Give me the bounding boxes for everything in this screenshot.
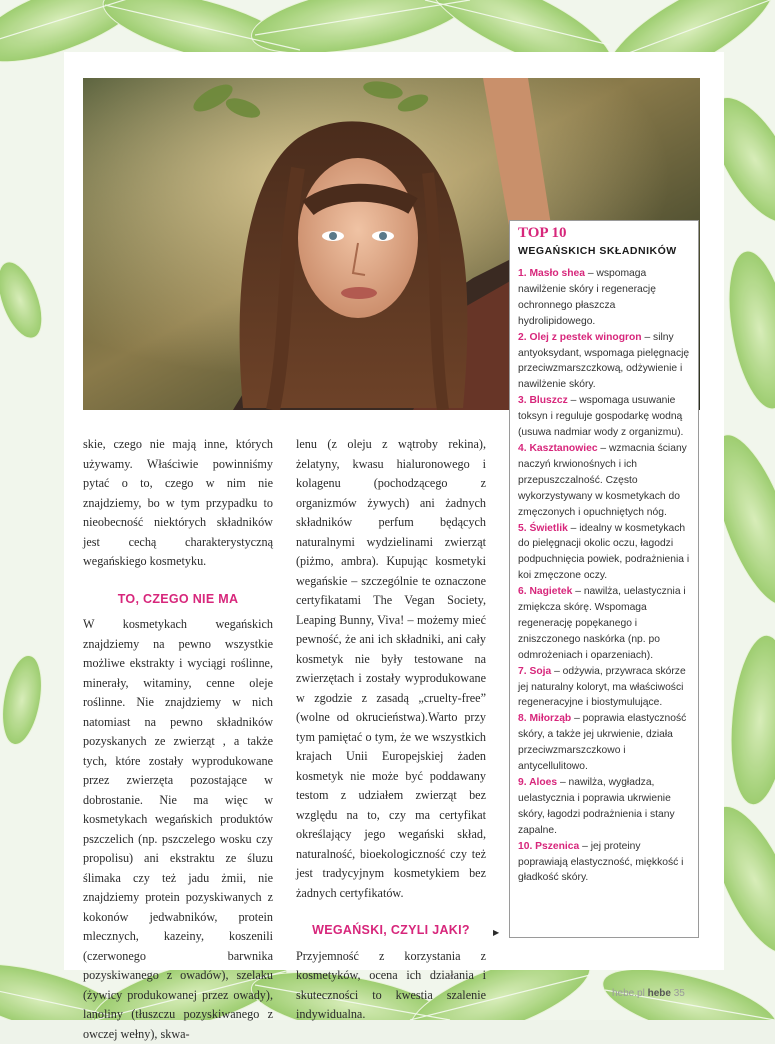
body-paragraph: lenu (z oleju z wątroby rekina), żelatyny, kwasu hialuronowego i kolagenu (pochodzącego z organizmów żywych) ani żadnych składników perfum będących naturalnymi wydzielinami zwierząt (piżmo, ambra). Kupując kosmetyki wegańskie – szczególnie te oznaczone certyfikatami The Vegan Society, Leaping Bunny, Viva! – możemy mieć pewność, że ani ich składniki, ani cały kosmetyk nie były testowane na zwierzętach i zostały wyprodukowane w zgodzie z zasadą „cruelty-free” (wolne od okrucieństwa).Warto przy tym pamiętać o tym, że we wszystkich krajach Unii Europejskiej żaden kosmetyk nie może być poddawany testom z udziałem zwierząt bez względu na to, czy ma certyfikat określający jego wegański skład, naturalność, bioekologiczność czy też jest tradycyjnym kosmetykiem bez żadnych certyfikatów. xyxy=(296,437,486,900)
page-footer xyxy=(612,988,685,999)
list-item: 5. Świetlik – idealny w kosmetykach do pielęgnacji okolic oczu, łagodzi podpuchnięcia powiek, podrażnienia i koi zmęczone oczy. xyxy=(518,522,690,582)
text-column-middle xyxy=(296,435,486,1025)
continue-arrow-icon: ▶ xyxy=(493,928,500,937)
top10-title: TOP 10 xyxy=(518,225,567,241)
top10-box xyxy=(509,220,699,938)
page-number: 35 xyxy=(673,988,685,999)
body-paragraph: W kosmetykach wegańskich znajdziemy na pewno wszystkie możliwe ekstrakty i wyciągi roślinne, minerały, witaminy, cenne oleje roślinne. Nie znajdziemy w nich natomiast na pewno składników pozyskanych ze zwierząt , a także tych, które zostały wyprodukowane przez zwierzęta pozostające w dobrostanie. Nie ma więc w kosmetykach wegańskich produktów pszczelich (np. pszczelego wosku czy propolisu) ani ekstraktu ze śluzu ślimaka czy też jadu żmii, nie znajdziemy protein pozyskiwanych z kokonów jedwabników, protein mlecznych, kazeiny, koszenili (czerwonego barwnika pozyskiwanego z owadów), szelaku (żywicy produkowanej przez owady), lanoliny (tłuszczu pozyskiwanego z owczej wełny), skwa- xyxy=(83,617,273,1041)
list-item: 9. Aloes – nawilża, wygładza, uelastycznia i poprawia ukrwienie skóry, łagodzi podrażnienia i stany zapalne. xyxy=(518,777,675,836)
footer-brand: hebe xyxy=(647,988,671,999)
section-heading-missing: TO, CZEGO NIE MA xyxy=(117,591,239,606)
list-item: 6. Nagietek – nawilża, uelastycznia i zmiękcza skórę. Wspomaga regenerację popękanego i zniszczonego naskórka (np. po odmrożeniach i oparzeniach). xyxy=(518,586,686,661)
text-column-left xyxy=(83,435,273,1044)
section-heading-vegan: WEGAŃSKI, CZYLI JAKI? xyxy=(312,923,470,937)
list-item: 8. Miłorząb – poprawia elastyczność skóry, a także jej ukrwienie, działa przeciwzmarszczkowo i antycellulitowo. xyxy=(518,713,687,773)
body-paragraph: Przyjemność z korzystania z kosmetyków, ocena ich działania i skuteczności to kwestia szalenie indywidualna. xyxy=(296,948,486,1021)
top10-list xyxy=(518,266,690,886)
top10-subtitle: WEGAŃSKICH SKŁADNIKÓW xyxy=(518,245,677,257)
list-item: 1. Masło shea – wspomaga nawilżenie skóry i regenerację ochronnego płaszcza hydrolipidowego. xyxy=(518,268,656,327)
intro-paragraph: skie, czego nie mają inne, których używamy. Właściwie powinniśmy pytać o to, czego w nim nie znajdziemy, bo w tym przypadku to nieobecność niektórych składników jest cechą charakterystyczną wegańskiego kosmetyku. xyxy=(83,437,273,568)
list-item: 10. Pszenica – jej proteiny poprawiają elastyczność, miękkość i gładkość skóry. xyxy=(518,840,684,884)
list-item: 4. Kasztanowiec – wzmacnia ściany naczyń krwionośnych i ich przepuszczalność. Często wykorzystywany w kosmetykach do zmęczonych i opuchniętych nóg. xyxy=(518,442,687,518)
list-item: 7. Soja – odżywia, przywraca skórze jej naturalny koloryt, ma właściwości regeneracyjne i biostymulujące. xyxy=(518,665,686,709)
list-item: 3. Bluszcz – wspomaga usuwanie toksyn i reguluje gospodarkę wodną (usuwa nadmiar wody z organizmu). xyxy=(518,395,684,439)
list-item: 2. Olej z pestek winogron – silny antyoksydant, wspomaga pielęgnację przeciwzmarszczkową, odżywienie i nawilżenie skóry. xyxy=(518,331,690,391)
footer-site: hebe.pl xyxy=(612,988,645,999)
